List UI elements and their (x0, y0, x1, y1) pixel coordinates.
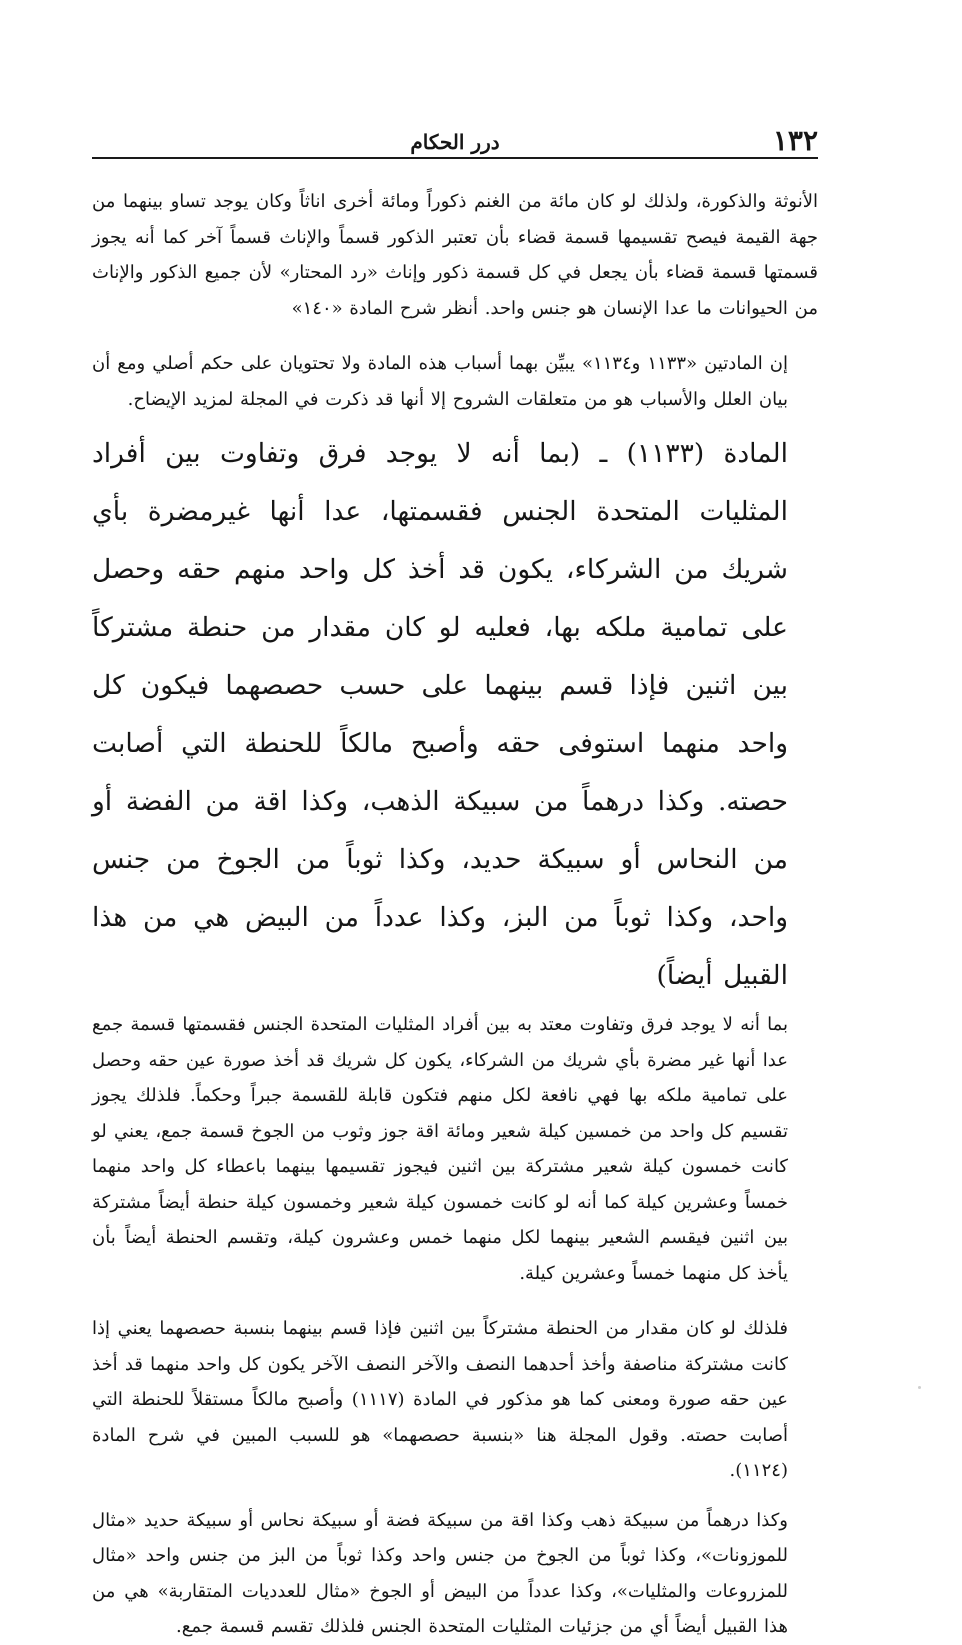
paragraph-commentary-4: فلذلك لو كان مقدار من الحنطة مشتركاً بين اثنين فإذا قسم بينهما بنسبة حصصهما يعني إذا كانت مشتركة مناصفة وأخذ أحدهما النصف والآخر النصف الآخر يكون كل واحد منهما قد أخذ عين حقه صورة ومعنى كما هو مذكور في المادة (١١١٧) وأصبح مالكاً مستقلاً للحنطة التي أصابت حصته. وقول المجلة هنا «بنسبة حصصهما» هو للسبب المبين في شرح المادة (١١٢٤). (92, 1318, 788, 1481)
paragraph-commentary-2: إن المادتين «١١٣٣ و١١٣٤» يبيِّن بهما أسباب هذه المادة ولا تحتويان على حكم أصلي ومع أن بيان العلل والأسباب هو من متعلقات الشروح إلا أنها قد ذكرت في المجلة لمزيد الإيضاح. (92, 353, 788, 410)
header-rule (92, 157, 818, 159)
article-text: المادة (١١٣٣) ـ (بما أنه لا يوجد فرق وتفاوت بين أفراد المثليات المتحدة الجنس فقسمتها، عدا أنها غيرمضرة بأي شريك من الشركاء، يكون قد أخذ كل واحد منهم حقه وحصل على تمامية ملكه بها، فعليه لو كان مقدار من حنطة مشتركاً بين اثنين فإذا قسم بينهما على حسب حصصهما فيكون كل واحد منهما استوفى حقه وأصبح مالكاً للحنطة التي أصابت حصته. وكذا درهماً من سبيكة الذهب، وكذا اقة من الفضة أو من النحاس أو سبيكة حديد، وكذا ثوباً من الجوخ من جنس واحد، وكذا ثوباً من البز، وكذا عدداً من البيض هي من هذا القبيل أيضاً) (92, 438, 789, 991)
page-body (92, 184, 818, 1645)
page-header (92, 124, 818, 158)
paragraph-commentary-3: بما أنه لا يوجد فرق وتفاوت معتد به بين أفراد المثليات المتحدة الجنس فقسمتها قسمة جمع عدا أنها غير مضرة بأي شريك من الشركاء، يكون كل شريك قد أخذ صورة عين حقه وحصل على تمامية ملكه بها فهي نافعة لكل منهم فتكون قابلة للقسمة جبراً وحكماً. فلذلك يجوز تقسيم كل واحد من خمسين كيلة شعير ومائة اقة جوز وثوب من الجوخ قسمة جمع، يعني لو كانت خمسون كيلة شعير مشتركة بين اثنين فيجوز تقسيمها بينهما باعطاء كل واحد منهما خمساً وعشرين كيلة كما أنه لو كانت خمسون كيلة شعير وخمسون كيلة حنطة أيضاً مشتركة بين اثنين فيقسم الشعير بينهما لكل منهما خمس وعشرون كيلة، وتقسم الحنطة أيضاً بأن يأخذ كل منهما خمساً وعشرين كيلة. (92, 1014, 788, 1284)
page-number: ١٣٢ (772, 124, 818, 157)
paragraph-commentary-1: الأنوثة والذكورة، ولذلك لو كان مائة من الغنم ذكوراً ومائة أخرى اناثاً وكان يوجد تساو بينهما من جهة القيمة فيصح تقسيمها قسمة قضاء بأن تعتبر الذكور قسماً والإناث قسماً آخر كما أنه يجوز قسمتها قسمة قضاء بأن يجعل في كل قسمة ذكور وإناث «رد المحتار» لأن جميع الذكور والإناث من الحيوانات ما عدا الإنسان هو جنس واحد. أنظر شرح المادة «١٤٠» (92, 191, 818, 319)
paragraph-commentary-5: وكذا درهماً من سبيكة ذهب وكذا اقة من سبيكة فضة أو سبيكة نحاس أو سبيكة حديد «مثال للموزونات»، وكذا ثوباً من الجوخ من جنس واحد وكذا ثوباً من البز من جنس واحد «مثال للمزروعات والمثليات»، وكذا عدداً من البيض أو الجوخ «مثال للعدديات المتقاربة» هي من هذا القبيل أيضاً أي من جزئيات المثليات المتحدة الجنس فلذلك تقسم قسمة جمع. (92, 1509, 788, 1637)
running-title: درر الحكام (410, 130, 500, 154)
scan-speck (918, 1386, 921, 1389)
